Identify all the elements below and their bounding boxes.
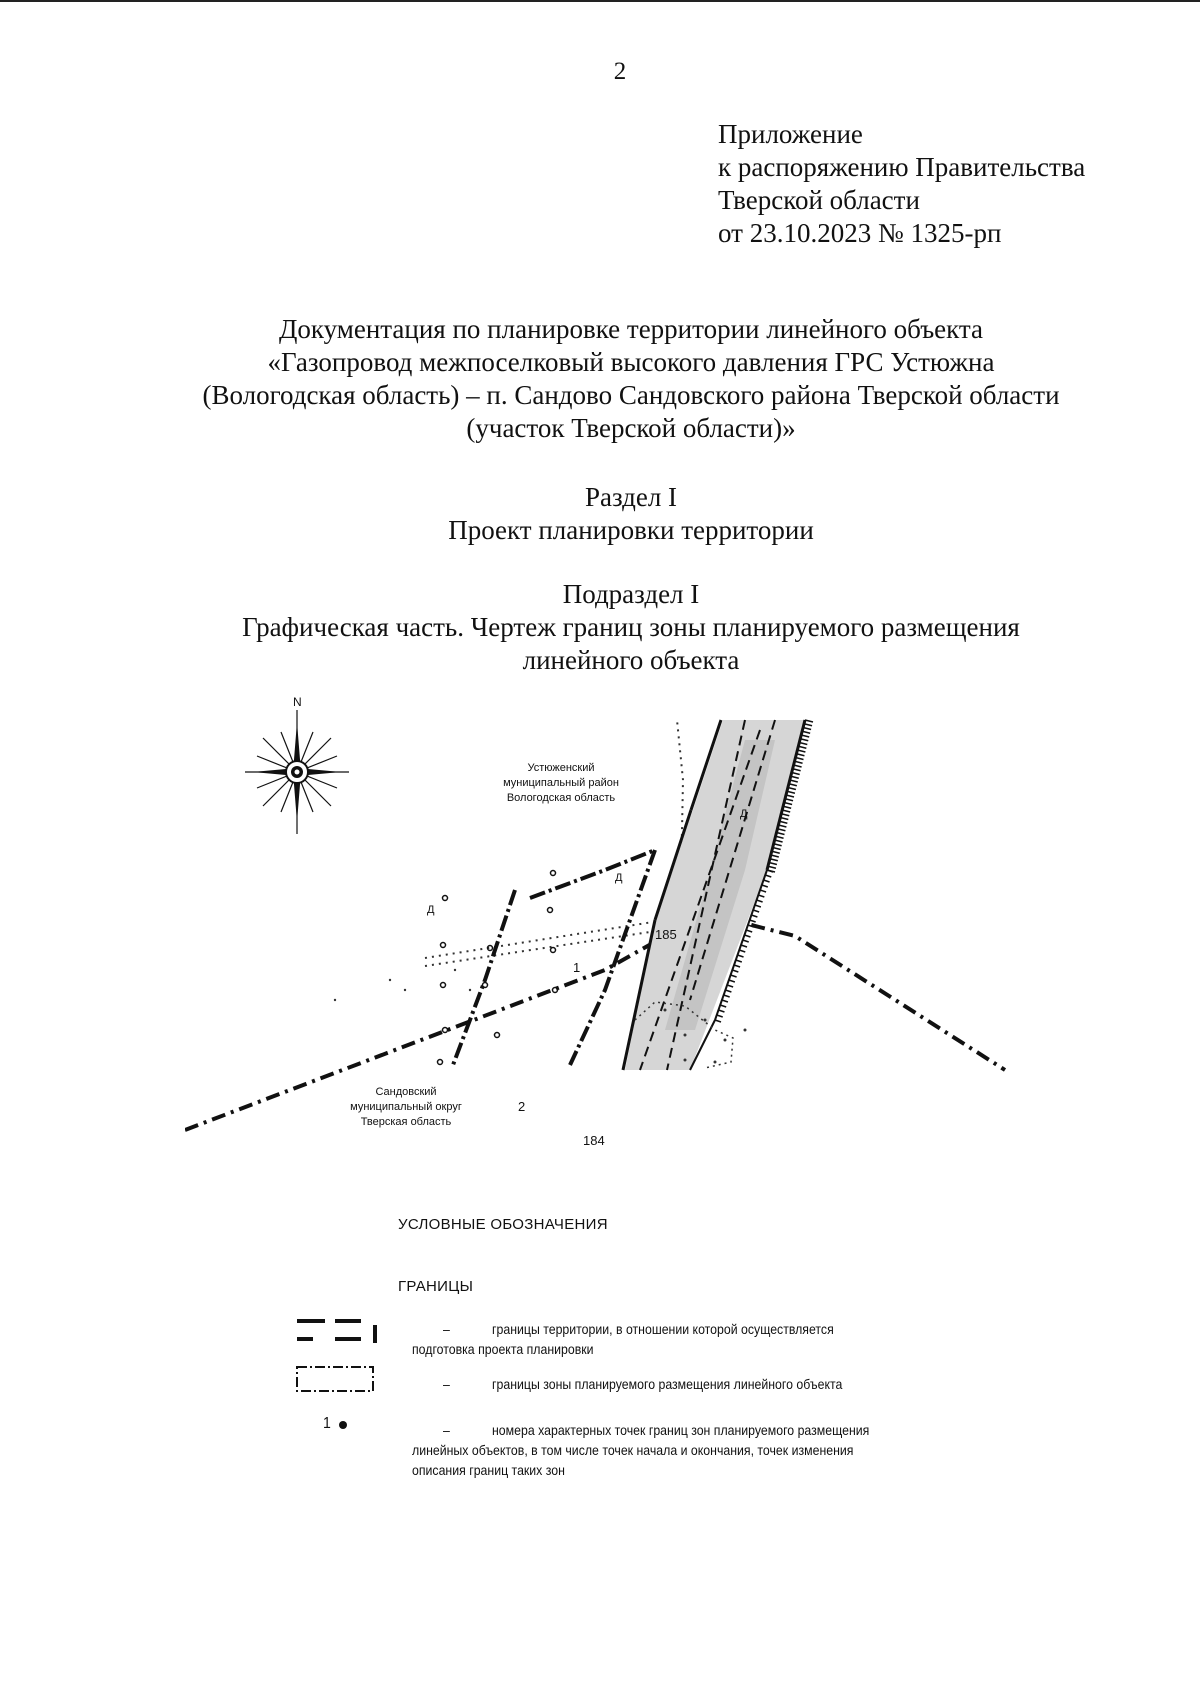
point-label-2: 2 (518, 1099, 526, 1114)
railway-tick (774, 844, 782, 846)
railway-tick (797, 750, 805, 752)
railway-tick (777, 829, 785, 831)
subsection-name: линейного объекта (522, 645, 740, 675)
railway-tick (795, 761, 803, 763)
title-line: (Вологодская область) – п. Сандово Сандовского района Тверской области (202, 380, 1060, 410)
railway-tick (790, 780, 798, 782)
railway-tick (764, 880, 770, 882)
planning-territory-boundary (185, 918, 1005, 1130)
legend-dash: – (443, 1321, 450, 1337)
railway-tick (762, 885, 768, 887)
railway-tick (803, 728, 811, 730)
subsection-name: Графическая часть. Чертеж границ зоны планируемого размещения (242, 612, 1020, 642)
railway-tick (736, 960, 742, 962)
railway-tick (778, 825, 786, 827)
railway-tick (800, 739, 808, 741)
map-letter: Д (427, 904, 435, 916)
point-label-185: 185 (655, 927, 677, 942)
railway-tick (755, 905, 761, 907)
railway-tick (780, 818, 788, 820)
appendix-line: Тверской области (718, 185, 920, 215)
legend-item-text: линейных объектов, в том числе точек начала и окончания, точек изменения (412, 1442, 854, 1458)
railway-tick (768, 866, 776, 868)
railway-tick (792, 773, 800, 775)
railway-tick (718, 1010, 724, 1012)
railway-tick (781, 814, 789, 816)
appendix-date-number: от 23.10.2023 № 1325-рп (718, 218, 1002, 248)
railway-tick (751, 915, 757, 917)
region-south-line: Тверская область (360, 1116, 452, 1128)
railway-tick (796, 758, 804, 760)
railway-tick (753, 910, 759, 912)
railway-tick (801, 735, 809, 737)
region-south-line: Сандовский (375, 1086, 437, 1098)
railway-tick (785, 799, 793, 801)
legend-heading: УСЛОВНЫЕ ОБОЗНАЧЕНИЯ (398, 1216, 608, 1233)
railway-tick (775, 840, 783, 842)
railway-tick (727, 985, 733, 987)
railway-tick (772, 851, 780, 853)
railway-tick (791, 776, 799, 778)
point-label-184: 184 (583, 1133, 605, 1148)
railway-tick (770, 859, 778, 861)
railway-tick (715, 1020, 721, 1022)
legend-subheading: ГРАНИЦЫ (398, 1278, 474, 1295)
planning-map (185, 690, 1095, 1180)
point-symbol-label: 1 (323, 1415, 331, 1432)
railway-tick (777, 833, 785, 835)
railway-tick (757, 900, 763, 902)
compass-north-label: N (293, 695, 302, 709)
railway-tick (758, 895, 764, 897)
point-label-1: 1 (573, 960, 581, 975)
subsection-label: Подраздел I (562, 579, 700, 609)
railway-tick (796, 754, 804, 756)
page-number: 2 (613, 58, 627, 85)
railway-tick (717, 1015, 723, 1017)
legend-item-text: границы территории, в отношении которой осуществляется (492, 1321, 834, 1337)
railway-tick (782, 810, 790, 812)
planning-boundary-symbol-icon (295, 1317, 385, 1345)
map-markers (438, 871, 558, 1065)
railway-tick (743, 940, 749, 942)
appendix-block (718, 118, 1085, 250)
legend-dash: – (443, 1422, 450, 1438)
railway-tick (765, 875, 771, 877)
railway-tick (787, 791, 795, 793)
legend-item-text: номера характерных точек границ зон планируемого размещения (492, 1422, 870, 1438)
appendix-line: к распоряжению Правительства (718, 152, 1086, 182)
railway-tick (725, 990, 731, 992)
dotted-boundary (425, 720, 683, 966)
railway-tick (744, 935, 750, 937)
railway-tick (798, 746, 806, 748)
railway-tick (771, 855, 779, 857)
zone-boundary-symbol-icon (295, 1364, 385, 1394)
title-line: «Газопровод межпоселковый высокого давления ГРС Устюжна (267, 347, 995, 377)
railway-tick (804, 724, 812, 726)
railway-tick (784, 803, 792, 805)
railway-tick (805, 720, 813, 722)
region-label-north (503, 762, 619, 804)
railway-tick (793, 769, 801, 771)
section-heading (0, 481, 1200, 547)
railway-tick (802, 731, 810, 733)
legend-item-text: описания границ таких зон (412, 1462, 565, 1478)
document-title (0, 313, 1200, 445)
railway-tick (783, 806, 791, 808)
scan-edge (0, 0, 1200, 2)
railway-tick (732, 970, 738, 972)
railway-tick (789, 784, 797, 786)
compass-rose-icon (245, 695, 349, 834)
railway-tick (776, 836, 784, 838)
railway-tick (731, 975, 737, 977)
legend-item-text: подготовка проекта планировки (412, 1341, 594, 1357)
railway-tick (779, 821, 787, 823)
section-name: Проект планировки территории (448, 515, 814, 545)
railway-tick (760, 890, 766, 892)
railway-tick (729, 980, 735, 982)
map-letter: Д (740, 808, 748, 820)
legend-dash: – (443, 1376, 450, 1392)
railway-tick (750, 920, 756, 922)
title-line: Документация по планировке территории линейного объекта (278, 314, 984, 344)
point-symbol-icon (338, 1420, 350, 1432)
map-letter: Д (615, 872, 623, 884)
legend-item-text: границы зоны планируемого размещения линейного объекта (492, 1376, 843, 1392)
subsection-heading (0, 578, 1200, 677)
region-north-line: Вологодская область (506, 792, 616, 804)
railway-tick (773, 848, 781, 850)
railway-tick (722, 1000, 728, 1002)
railway-tick (794, 765, 802, 767)
region-south-line: муниципальный округ (350, 1101, 462, 1113)
region-north-line: Устюженский (527, 762, 595, 774)
region-label-south (350, 1086, 462, 1128)
title-line: (участок Тверской области)» (466, 413, 796, 443)
railway-tick (786, 795, 794, 797)
railway-tick (767, 870, 773, 872)
railway-tick (741, 945, 747, 947)
railway-tick (734, 965, 740, 967)
appendix-line: Приложение (718, 119, 863, 149)
railway-tick (724, 995, 730, 997)
section-label: Раздел I (584, 482, 678, 512)
railway-tick (738, 955, 744, 957)
railway-tick (788, 788, 796, 790)
railway-tick (720, 1005, 726, 1007)
railway-tick (799, 743, 807, 745)
railway-tick (739, 950, 745, 952)
railway-tick (769, 863, 777, 865)
railway-tick (746, 930, 752, 932)
region-north-line: муниципальный район (503, 777, 619, 789)
